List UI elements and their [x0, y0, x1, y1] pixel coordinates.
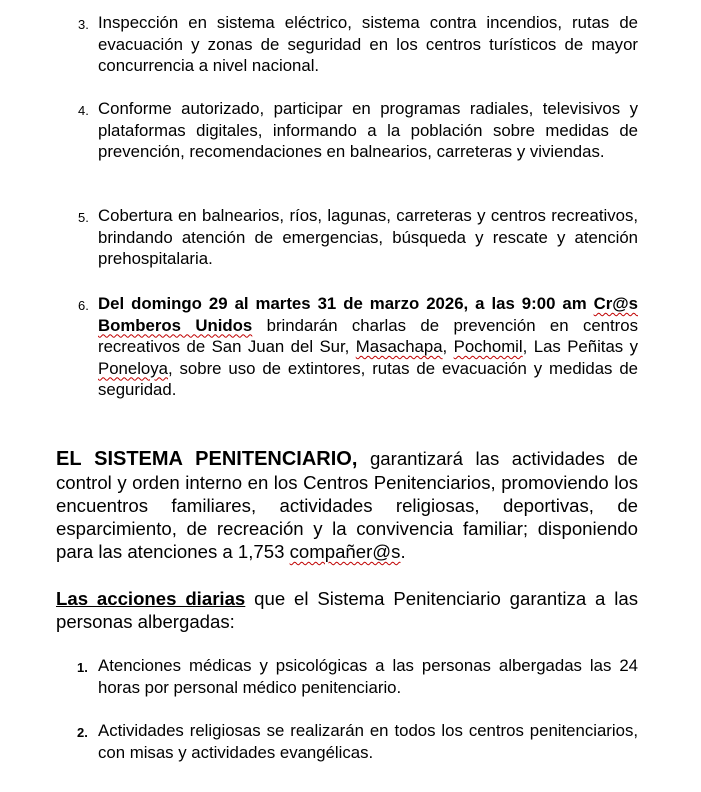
event-text: , sobre uso de extintores, rutas de evacuación y medidas de seguridad.: [98, 358, 638, 399]
event-text: brindarán charlas de prevención en centros recreativos de San Juan del Sur,: [98, 315, 638, 356]
place-name: Pochomil: [453, 337, 523, 356]
organization-name: Cr@s Bomberos Unidos: [98, 294, 638, 335]
paragraph-word: compañer@s: [289, 541, 401, 562]
list-item-text: Cobertura en balnearios, ríos, lagunas, carreteras y centros recreativos, brindando atención de emergencias, búsqueda y rescate y atención prehospitalaria.: [98, 206, 638, 268]
list-item-text: Inspección en sistema eléctrico, sistema contra incendios, rutas de evacuación y zonas de seguridad en los centros turísticos de mayor concurrencia a nivel nacional.: [98, 13, 638, 75]
section-heading: EL SISTEMA PENITENCIARIO,: [56, 448, 358, 470]
place-name: Poneloya: [98, 358, 168, 378]
paragraph-text: garantizará las actividades de control y orden interno en los Centros Penitenciarios, promoviendo los encuentros familiares, actividades religiosas, deportivas, de esparcimiento, de recreación y la convivencia familiar; disponiendo para las atenciones a 1,753: [56, 448, 638, 562]
list-item-number: 2.: [77, 725, 88, 740]
list-item-text: [98, 293, 638, 401]
list-item-number: 6.: [78, 298, 89, 313]
place-name: Masachapa: [355, 337, 443, 356]
event-text: ,: [442, 337, 454, 356]
list-item-text: Conforme autorizado, participar en programas radiales, televisivos y plataformas digitales, informando a la población sobre medidas de prevención, recomendaciones en balnearios, carreteras y viviendas.: [98, 99, 638, 161]
list-item-text: Atenciones médicas y psicológicas a las personas albergadas las 24 horas por personal médico penitenciario.: [98, 656, 638, 697]
event-text: , Las Peñitas y: [522, 337, 638, 356]
paragraph-text: .: [400, 541, 406, 562]
list-item-number: 1.: [77, 660, 88, 675]
penitentiary-paragraph: [56, 447, 638, 563]
list-item-number: 3.: [78, 17, 89, 32]
list-item-number: 4.: [78, 103, 89, 118]
event-date-bold: Del domingo 29 al martes 31 de marzo 2026, a las 9:00 am: [98, 294, 587, 313]
list-item-number: 5.: [78, 210, 89, 225]
paragraph-text: que el Sistema Penitenciario garantiza a las personas albergadas:: [56, 588, 638, 632]
daily-actions-intro: [56, 587, 638, 633]
list-item-text: Actividades religiosas se realizarán en todos los centros penitenciarios, con misas y actividades evangélicas.: [98, 721, 638, 762]
daily-actions-heading: Las acciones diarias: [56, 588, 246, 609]
